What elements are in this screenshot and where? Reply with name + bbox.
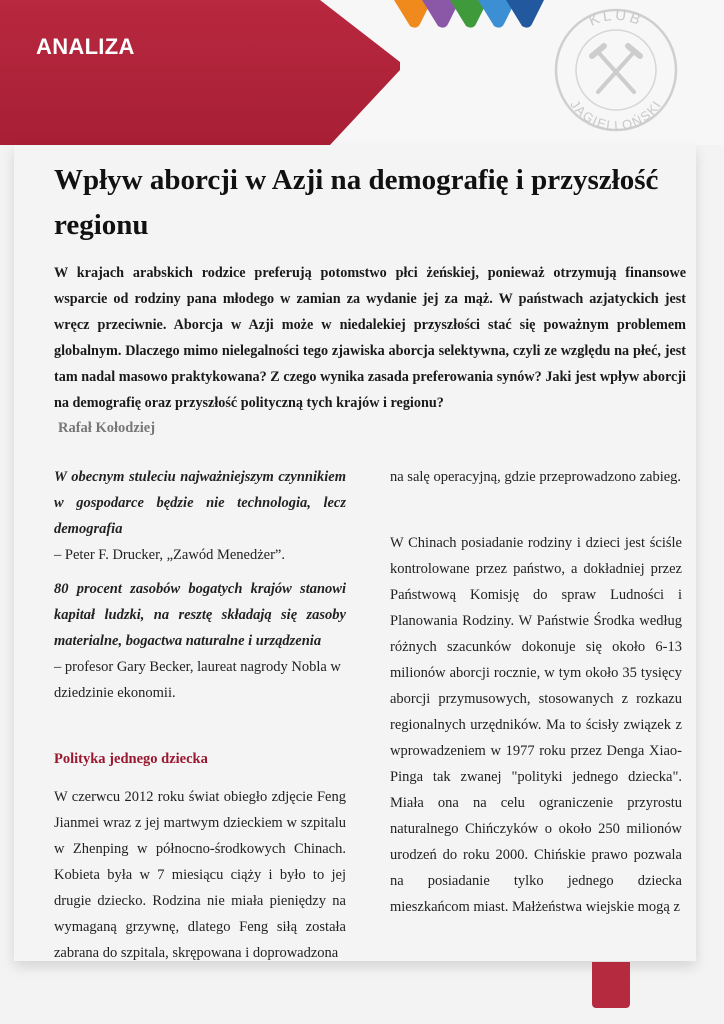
section-label: ANALIZA: [36, 34, 135, 59]
page-tab-decoration: [592, 962, 630, 1008]
logo-text-top: KLUB: [586, 6, 646, 30]
body-paragraph-right-1: na salę operacyjną, gdzie przeprowadzono zabieg.: [390, 469, 682, 485]
color-ribbons-decoration: [392, 0, 562, 40]
epigraph-quote-2: 80 procent zasobów bogatych krajów stanowi kapitał ludzki, na resztę składają się zasoby materialne, bogactwa naturalne i urządzenia: [54, 581, 346, 649]
crossed-hammers-icon: [592, 46, 640, 92]
club-seal-logo: [552, 6, 680, 134]
logo-text-bottom: JAGIELLOŃSKI: [567, 97, 665, 134]
svg-text:KLUB: [586, 7, 645, 30]
article-author: Rafał Kołodziej: [58, 420, 156, 436]
section-subheading: Polityka jednego dziecka: [54, 751, 208, 767]
epigraph-source-1: – Peter F. Drucker, „Zawód Menedżer”.: [54, 547, 285, 563]
body-paragraph-left: W czerwcu 2012 roku świat obiegło zdjęcie Feng Jianmei wraz z jej martwym dzieckiem w szpitalu w Zhenping w północno-środkowych Chinach. Kobieta była w 7 miesiącu ciąży i było to jej drugie dziecko. Rodzina nie miała pieniędzy na wymaganą grzywnę, dlatego Feng siłą została zabrana do szpitala, skrępowana i doprowadzona: [54, 789, 346, 961]
epigraph-source-2: – profesor Gary Becker, laureat nagrody Nobla w dziedzinie ekonomii.: [54, 659, 341, 701]
right-column: [390, 464, 682, 920]
svg-text:JAGIELLOŃSKI: [567, 97, 664, 133]
epigraph-quote-1: W obecnym stuleciu najważniejszym czynnikiem w gospodarce będzie nie technologia, lecz demografia: [54, 469, 346, 537]
article-title: Wpływ aborcji w Azji na demografię i przyszłość regionu: [54, 164, 659, 241]
body-paragraph-right-2: W Chinach posiadanie rodziny i dzieci jest ściśle kontrolowane przez państwo, a dokładniej przez Państwową Komisję do spraw Ludności i Planowania Rodziny. W Państwie Środka według różnych szacunków dokonuje się około 6-13 milionów aborcji rocznie, w tym około 35 tysięcy aborcji przymusowych, stosowanych z rozkazu regionalnych urzędników. Ma to ścisły związek z wprowadzeniem w 1977 roku przez Denga Xiao-Pinga tak zwanej "polityki jednego dziecka". Miała ona na celu ograniczenie przyrostu naturalnego Chińczyków o około 250 milionów urodzeń do roku 2000. Chińskie prawo pozwala na posiadanie tylko jednego dziecka mieszkańcom miast. Małżeństwa wiejskie mogą z: [390, 535, 682, 915]
left-column: [54, 464, 346, 966]
section-banner: [0, 0, 400, 145]
article-lead: W krajach arabskich rodzice preferują potomstwo płci żeńskiej, ponieważ otrzymują finansowe wsparcie od rodziny pana młodego w zamian za wydanie jej za mąż. W państwach azjatyckich jest wręcz przeciwnie. Aborcja w Azji może w niedalekiej przyszłości stać się poważnym problemem globalnym. Dlaczego mimo nielegalności tego zjawiska aborcja selektywna, czyli ze względu na płeć, jest tam nadal masowo praktykowana? Z czego wynika zasada preferowania synów? Jaki jest wpływ aborcji na demografię oraz przyszłość polityczną tych krajów i regionu?: [54, 265, 686, 411]
